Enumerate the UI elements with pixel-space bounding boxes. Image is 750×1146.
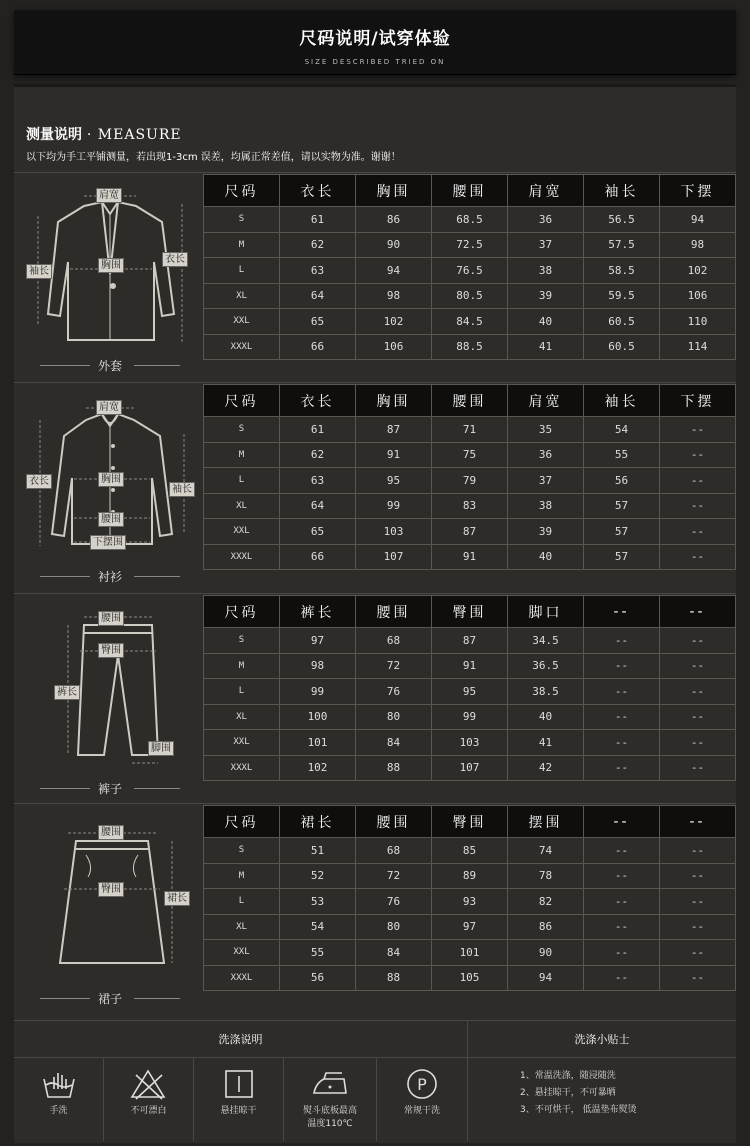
table-cell: 101 [432, 940, 508, 966]
table-cell: -- [584, 838, 660, 864]
table-row [204, 334, 736, 360]
table-cell: -- [584, 755, 660, 781]
table-cell: 98 [660, 232, 736, 258]
table-cell: 89 [432, 863, 508, 889]
caption-line [134, 365, 180, 366]
table-cell: 86 [356, 207, 432, 233]
length-label: 衣长 [162, 252, 188, 267]
table-cell: 95 [432, 679, 508, 705]
table-cell: 40 [508, 704, 584, 730]
care-label-line2: 温度110℃ [307, 1119, 353, 1129]
table-cell: 80 [356, 914, 432, 940]
table-cell: -- [584, 889, 660, 915]
table-cell: -- [660, 544, 736, 570]
measure-title [26, 124, 182, 144]
jacket-size-table [203, 174, 736, 360]
table-cell: -- [660, 417, 736, 443]
size-cell: S [204, 838, 280, 864]
jacket-caption: 外套 [98, 359, 123, 373]
waist-label: 腰围 [98, 825, 124, 840]
skirt-size-table [203, 805, 736, 991]
column-header: -- [660, 806, 736, 838]
table-cell: 79 [432, 468, 508, 494]
column-header: 肩宽 [508, 175, 584, 207]
column-header: 臀围 [432, 806, 508, 838]
column-header: 袖长 [584, 385, 660, 417]
skirt-length-label: 裙长 [164, 891, 190, 906]
table-cell: 91 [356, 442, 432, 468]
table-cell: 87 [432, 519, 508, 545]
table-cell: 40 [508, 309, 584, 335]
size-cell: XL [204, 493, 280, 519]
divider [467, 1021, 468, 1141]
column-header: 尺码 [204, 806, 280, 838]
table-cell: 95 [356, 468, 432, 494]
table-cell: 99 [356, 493, 432, 519]
table-cell: 65 [280, 519, 356, 545]
table-cell: 56 [584, 468, 660, 494]
care-label: 不可漂白 [130, 1106, 167, 1116]
table-cell: 88.5 [432, 334, 508, 360]
column-header: 下摆 [660, 385, 736, 417]
table-cell: -- [660, 755, 736, 781]
column-header: 尺码 [204, 596, 280, 628]
table-cell: 103 [432, 730, 508, 756]
table-cell: -- [584, 679, 660, 705]
size-cell: L [204, 889, 280, 915]
waist-label: 腰围 [98, 611, 124, 626]
table-cell: 39 [508, 283, 584, 309]
column-header: 腰围 [432, 175, 508, 207]
size-cell: M [204, 442, 280, 468]
column-header: 腰围 [356, 806, 432, 838]
column-header: 衣长 [280, 385, 356, 417]
table-cell: 76.5 [432, 258, 508, 284]
size-cell: XXXL [204, 965, 280, 991]
skirt-caption: 裙子 [98, 992, 123, 1006]
table-cell: 42 [508, 755, 584, 781]
table-cell: 68 [356, 628, 432, 654]
size-cell: S [204, 417, 280, 443]
column-header: -- [660, 596, 736, 628]
table-cell: 84 [356, 730, 432, 756]
table-cell: 99 [432, 704, 508, 730]
table-cell: 68.5 [432, 207, 508, 233]
shoulder-label: 肩宽 [96, 188, 122, 203]
table-cell: 62 [280, 232, 356, 258]
table-cell: 35 [508, 417, 584, 443]
table-cell: 63 [280, 258, 356, 284]
table-cell: 83 [432, 493, 508, 519]
table-cell: -- [584, 628, 660, 654]
measure-title-cn: 测量说明 [26, 127, 82, 143]
care-item [14, 1057, 103, 1141]
iron-icon [284, 1067, 376, 1101]
sleeve-label: 袖长 [26, 264, 52, 279]
table-cell: 57 [584, 493, 660, 519]
table-cell: 97 [432, 914, 508, 940]
table-cell: -- [584, 940, 660, 966]
table-cell: 78 [508, 863, 584, 889]
table-cell: 63 [280, 468, 356, 494]
hand-wash-icon [14, 1067, 103, 1101]
table-cell: 72.5 [432, 232, 508, 258]
pants-figure [14, 595, 202, 802]
column-header: 裙长 [280, 806, 356, 838]
sleeve-label: 袖长 [169, 482, 195, 497]
table-row [204, 283, 736, 309]
table-cell: -- [660, 889, 736, 915]
table-cell: -- [660, 468, 736, 494]
table-cell: 110 [660, 309, 736, 335]
column-header: 脚口 [508, 596, 584, 628]
table-cell: 100 [280, 704, 356, 730]
table-row [204, 914, 736, 940]
table-cell: 40 [508, 544, 584, 570]
table-cell: 56.5 [584, 207, 660, 233]
table-row [204, 232, 736, 258]
tip-item: 1、常温洗涤，随浸随洗 [520, 1071, 616, 1081]
table-header-row [204, 385, 736, 417]
table-cell: 86 [508, 914, 584, 940]
table-cell: -- [660, 914, 736, 940]
table-row [204, 519, 736, 545]
table-cell: 90 [356, 232, 432, 258]
table-row [204, 468, 736, 494]
table-header-row [204, 806, 736, 838]
tips-title: 洗涤小贴士 [574, 1033, 630, 1046]
table-cell: 98 [356, 283, 432, 309]
table-cell: 90 [508, 940, 584, 966]
table-cell: 56 [280, 965, 356, 991]
size-cell: L [204, 679, 280, 705]
table-row [204, 863, 736, 889]
column-header: -- [584, 596, 660, 628]
table-cell: 82 [508, 889, 584, 915]
care-label: 常规干洗 [403, 1106, 440, 1116]
care-label-line1: 熨斗底板最高 [302, 1106, 357, 1116]
length-label: 衣长 [26, 474, 52, 489]
table-row [204, 653, 736, 679]
table-cell: 87 [432, 628, 508, 654]
size-cell: XXL [204, 730, 280, 756]
table-cell: -- [660, 863, 736, 889]
table-cell: -- [660, 679, 736, 705]
table-cell: -- [660, 653, 736, 679]
table-cell: 54 [280, 914, 356, 940]
size-cell: XXXL [204, 334, 280, 360]
table-row [204, 628, 736, 654]
table-cell: 84 [356, 940, 432, 966]
size-cell: M [204, 232, 280, 258]
table-cell: -- [660, 519, 736, 545]
hang-dry-icon [194, 1067, 283, 1101]
chest-label: 胸围 [98, 258, 124, 273]
column-header: 袖长 [584, 175, 660, 207]
tip-item: 2、悬挂晾干，不可暴晒 [520, 1088, 616, 1098]
size-cell: XXXL [204, 755, 280, 781]
column-header: 腰围 [432, 385, 508, 417]
table-cell: 76 [356, 889, 432, 915]
table-cell: -- [584, 730, 660, 756]
table-cell: 107 [432, 755, 508, 781]
table-row [204, 889, 736, 915]
table-cell: 39 [508, 519, 584, 545]
table-cell: 76 [356, 679, 432, 705]
pants-sketch-icon [14, 595, 202, 802]
table-cell: 72 [356, 653, 432, 679]
hip-label: 臀围 [98, 882, 124, 897]
table-cell: 106 [660, 283, 736, 309]
table-cell: -- [660, 730, 736, 756]
care-tips [520, 1068, 637, 1119]
table-cell: -- [584, 914, 660, 940]
table-cell: 99 [280, 679, 356, 705]
table-cell: 64 [280, 493, 356, 519]
caption-line [40, 788, 90, 789]
table-cell: 80.5 [432, 283, 508, 309]
column-header: 肩宽 [508, 385, 584, 417]
column-header: 臀围 [432, 596, 508, 628]
table-cell: 41 [508, 730, 584, 756]
caption-line [40, 576, 90, 577]
caption-line [134, 788, 180, 789]
table-cell: 87 [356, 417, 432, 443]
table-cell: -- [584, 704, 660, 730]
table-cell: 114 [660, 334, 736, 360]
care-item [104, 1057, 193, 1141]
table-header-row [204, 596, 736, 628]
page-title: 尺码说明/试穿体验 [299, 29, 451, 49]
table-cell: -- [660, 965, 736, 991]
size-cell: XXL [204, 519, 280, 545]
table-cell: 55 [280, 940, 356, 966]
table-cell: 53 [280, 889, 356, 915]
shirt-size-table [203, 384, 736, 570]
table-cell: 88 [356, 965, 432, 991]
size-cell: S [204, 207, 280, 233]
table-cell: 38 [508, 258, 584, 284]
care-label [284, 1105, 376, 1131]
table-cell: 103 [356, 519, 432, 545]
table-cell: 66 [280, 544, 356, 570]
waist-label: 腰围 [98, 512, 124, 527]
no-bleach-icon [104, 1067, 193, 1101]
hem-label: 下摆围 [90, 535, 126, 550]
table-cell: 65 [280, 309, 356, 335]
table-cell: 102 [660, 258, 736, 284]
hip-label: 臀围 [98, 643, 124, 658]
chest-label: 胸围 [98, 472, 124, 487]
table-row [204, 730, 736, 756]
table-cell: -- [660, 442, 736, 468]
table-cell: 52 [280, 863, 356, 889]
size-cell: XXL [204, 309, 280, 335]
table-row [204, 940, 736, 966]
column-header: 胸围 [356, 175, 432, 207]
table-row [204, 207, 736, 233]
divider [14, 803, 736, 804]
table-cell: 93 [432, 889, 508, 915]
skirt-figure [14, 805, 202, 1019]
caption-line [40, 998, 90, 999]
pants-size-table [203, 595, 736, 781]
table-cell: 37 [508, 232, 584, 258]
dry-clean-icon [377, 1067, 467, 1101]
column-header: 衣长 [280, 175, 356, 207]
table-cell: 59.5 [584, 283, 660, 309]
table-cell: -- [660, 628, 736, 654]
table-cell: 94 [356, 258, 432, 284]
table-header-row [204, 175, 736, 207]
table-cell: 72 [356, 863, 432, 889]
size-cell: XL [204, 914, 280, 940]
size-cell: S [204, 628, 280, 654]
table-cell: 75 [432, 442, 508, 468]
table-cell: 91 [432, 653, 508, 679]
measure-title-en: · MEASURE [86, 127, 182, 143]
length-label: 裤长 [54, 685, 80, 700]
table-cell: 94 [660, 207, 736, 233]
pants-caption: 裤子 [98, 782, 123, 796]
table-row [204, 493, 736, 519]
table-cell: 38 [508, 493, 584, 519]
table-cell: 66 [280, 334, 356, 360]
table-cell: 84.5 [432, 309, 508, 335]
care-item [377, 1057, 467, 1141]
column-header: -- [584, 806, 660, 838]
size-cell: L [204, 258, 280, 284]
table-cell: -- [584, 653, 660, 679]
column-header: 腰围 [356, 596, 432, 628]
table-cell: 88 [356, 755, 432, 781]
table-cell: 74 [508, 838, 584, 864]
measure-note: 以下均为手工平铺测量，若出现1-3cm 误差，均属正常差值，请以实物为准。谢谢！ [26, 152, 401, 163]
table-cell: 36.5 [508, 653, 584, 679]
size-cell: XXL [204, 940, 280, 966]
size-cell: M [204, 653, 280, 679]
table-cell: -- [660, 838, 736, 864]
leg-opening-label: 脚围 [148, 741, 174, 756]
column-header: 尺码 [204, 175, 280, 207]
care-item [284, 1057, 376, 1141]
table-cell: 58.5 [584, 258, 660, 284]
table-cell: 61 [280, 417, 356, 443]
table-row [204, 544, 736, 570]
table-cell: 36 [508, 442, 584, 468]
column-header: 胸围 [356, 385, 432, 417]
care-label: 悬挂晾干 [220, 1106, 257, 1116]
table-cell: 80 [356, 704, 432, 730]
table-cell: 85 [432, 838, 508, 864]
table-cell: 60.5 [584, 334, 660, 360]
column-header: 尺码 [204, 385, 280, 417]
table-cell: 37 [508, 468, 584, 494]
size-cell: L [204, 468, 280, 494]
shirt-figure [14, 384, 202, 592]
table-cell: 55 [584, 442, 660, 468]
caption-line [134, 998, 180, 999]
caption-line [40, 365, 90, 366]
table-cell: 41 [508, 334, 584, 360]
size-cell: XL [204, 283, 280, 309]
size-cell: XL [204, 704, 280, 730]
table-cell: 98 [280, 653, 356, 679]
caption-line [134, 576, 180, 577]
table-row [204, 755, 736, 781]
table-cell: 36 [508, 207, 584, 233]
table-cell: 94 [508, 965, 584, 991]
table-cell: 68 [356, 838, 432, 864]
table-cell: 57 [584, 519, 660, 545]
table-row [204, 838, 736, 864]
table-cell: 102 [356, 309, 432, 335]
table-cell: 107 [356, 544, 432, 570]
table-cell: 61 [280, 207, 356, 233]
jacket-figure [14, 174, 202, 380]
page-header [14, 10, 736, 75]
svg-text:P: P [417, 1075, 427, 1094]
column-header: 裤长 [280, 596, 356, 628]
size-cell: M [204, 863, 280, 889]
table-row [204, 704, 736, 730]
page-subtitle: SIZE DESCRIBED TRIED ON [304, 58, 446, 66]
care-label: 手洗 [49, 1106, 68, 1116]
divider [14, 593, 736, 594]
table-cell: 106 [356, 334, 432, 360]
divider [14, 172, 736, 173]
table-cell: -- [660, 940, 736, 966]
table-row [204, 258, 736, 284]
table-row [204, 965, 736, 991]
table-cell: -- [660, 493, 736, 519]
shoulder-label: 肩宽 [96, 400, 122, 415]
table-cell: 54 [584, 417, 660, 443]
table-cell: 97 [280, 628, 356, 654]
table-row [204, 417, 736, 443]
table-cell: 57.5 [584, 232, 660, 258]
care-title: 洗涤说明 [218, 1033, 263, 1046]
table-cell: 91 [432, 544, 508, 570]
size-cell: XXXL [204, 544, 280, 570]
tip-item: 3、不可烘干， 低温垫布熨烫 [520, 1105, 637, 1115]
table-cell: 38.5 [508, 679, 584, 705]
table-cell: 51 [280, 838, 356, 864]
table-cell: -- [584, 863, 660, 889]
care-item [194, 1057, 283, 1141]
column-header: 摆围 [508, 806, 584, 838]
table-cell: 62 [280, 442, 356, 468]
table-row [204, 309, 736, 335]
table-cell: 34.5 [508, 628, 584, 654]
column-header: 下摆 [660, 175, 736, 207]
shirt-caption: 衬衫 [98, 570, 123, 584]
table-cell: 60.5 [584, 309, 660, 335]
table-cell: 105 [432, 965, 508, 991]
table-row [204, 442, 736, 468]
table-cell: 57 [584, 544, 660, 570]
table-row [204, 679, 736, 705]
table-cell: 64 [280, 283, 356, 309]
table-cell: 101 [280, 730, 356, 756]
table-cell: -- [584, 965, 660, 991]
table-cell: 71 [432, 417, 508, 443]
table-cell: -- [660, 704, 736, 730]
table-cell: 102 [280, 755, 356, 781]
divider [14, 382, 736, 383]
